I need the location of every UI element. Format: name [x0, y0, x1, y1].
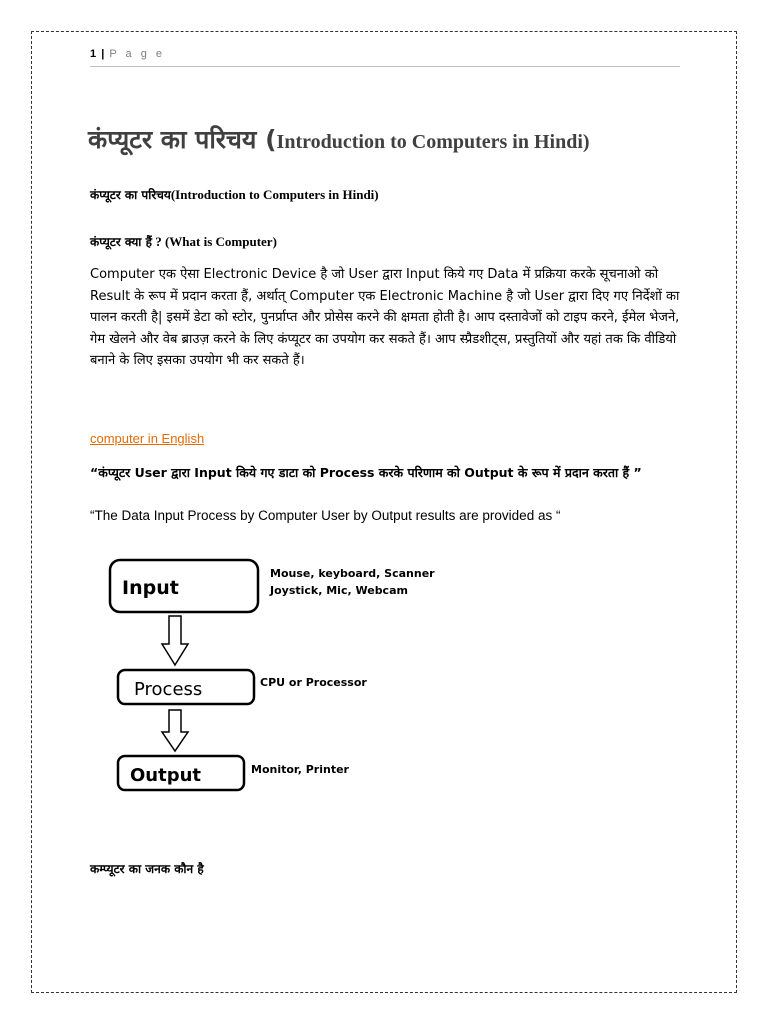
- intro-paragraph: Computer एक ऐसा Electronic Device है जो User द्वारा Input किये गए Data में प्रक्रिया करके सूचनाओ को Result के रूप में प्रदान करता हैं, अर्थात् Computer एक Electronic Machine है जो User द्वारा दिए गए निर्देशों का पालन करती है| इसमें डेटा को स्टोर, पुनर्प्राप्त और प्रोसेस करने की क्षमता होती है। आप दस्तावेजों को टाइप करने, ईमेल भेजने, गेम खेलने और वेब ब्राउज़ करने के लिए कंप्यूटर का उपयोग कर सकते हैं। आप स्प्रैडशीट्स, प्रस्तुतियों और यहां तक कि वीडियो बनाने के लिए इसका उपयोग भी कर सकते हैं।: [90, 267, 680, 368]
- output-desc: Monitor, Printer: [251, 763, 349, 776]
- title-hindi: कंप्यूटर का परिचय (: [88, 125, 277, 154]
- page-word: P a g e: [109, 48, 165, 60]
- input-devices-line2: Joystick, Mic, Webcam: [270, 584, 408, 597]
- computer-in-english-link[interactable]: computer in English: [90, 431, 205, 446]
- arrow-down-icon: [162, 710, 188, 751]
- process-desc: CPU or Processor: [260, 676, 367, 689]
- arrow-down-icon: [162, 616, 188, 665]
- output-label: Output: [130, 765, 202, 786]
- title-english: Introduction to Computers in Hindi): [276, 131, 590, 153]
- subheading-father-of-computer: कम्प्यूटर का जनक कौन है: [90, 862, 204, 876]
- quote-english: “The Data Input Process by Computer User by Output results are provided as “: [90, 508, 561, 523]
- subheading-what-english: ? (What is Computer): [151, 234, 277, 249]
- subheading-what-hindi: कंप्यूटर क्या हैं: [90, 235, 152, 249]
- subheading-introduction-english: (Introduction to Computers in Hindi): [170, 187, 379, 202]
- input-process-output-diagram: [100, 548, 440, 798]
- quote-hindi: “कंप्यूटर User द्वारा Input किये गए डाटा को Process करके परिणाम को Output के रूप में प्रदान करता हैं ”: [90, 465, 642, 480]
- subheading-introduction: [90, 186, 379, 203]
- header-separator: |: [101, 48, 105, 60]
- page-title: [88, 122, 688, 156]
- page-header: [90, 48, 680, 67]
- input-label: Input: [122, 577, 179, 599]
- subheading-introduction-hindi: कंप्यूटर का परिचय: [90, 188, 171, 202]
- input-devices-line1: Mouse, keyboard, Scanner: [270, 567, 435, 580]
- page-number: 1: [90, 48, 97, 60]
- subheading-what-is-computer: [90, 233, 277, 250]
- process-label: Process: [134, 679, 203, 700]
